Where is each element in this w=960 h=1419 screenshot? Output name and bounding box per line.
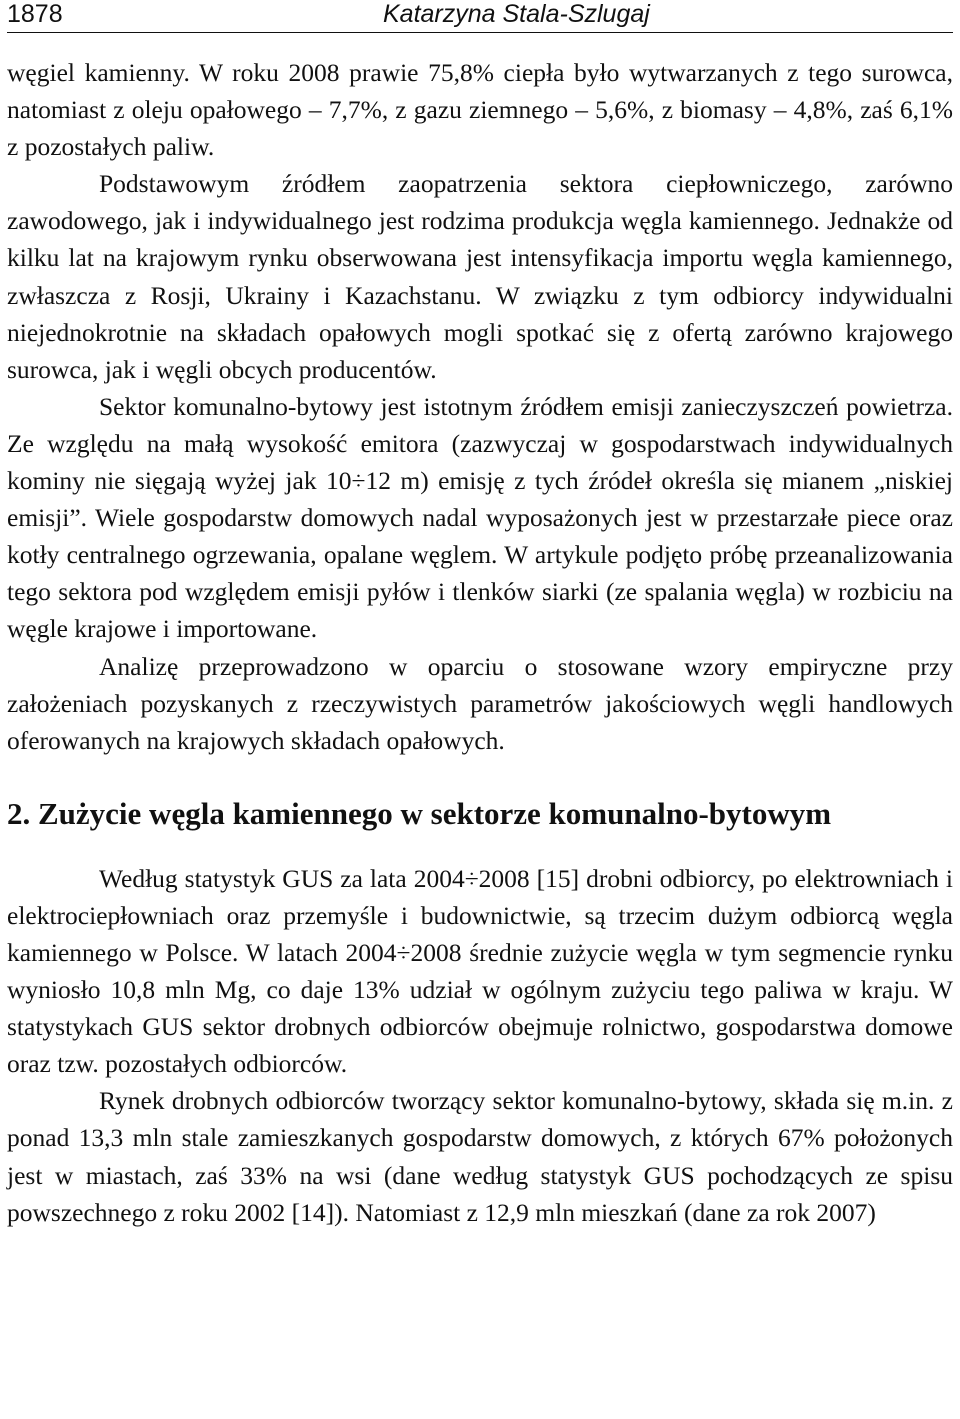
- paragraph-small-consumers-market: Rynek drobnych odbiorców tworzący sektor komunalno-bytowy, składa się m.in. z ponad 13,3 mln stale zamieszkanych gospodarstw domowych, z których 67% położonych jest w miastach, zaś 33% na wsi (dane według statystyk GUS pochodzących ze spisu powszechnego z roku 2002 [14]). Natomiast z 12,9 mln mieszkań (dane za rok 2007): [7, 1086, 953, 1227]
- paragraph-heat-supply: Podstawowym źródłem zaopatrzenia sektora ciepłowniczego, zarówno zawodowego, jak i indywidualnego jest rodzima produkcja węgla kamiennego. Jednakże od kilku lat na krajowym rynku obserwowana jest intensyfikacja importu węgla kamiennego, zwłaszcza z Rosji, Ukrainy i Kazachstanu. W związku z tym odbiorcy indywidualni niejednokrotnie na składach opałowych mogli spotkać się z ofertą zarówno krajowego surowca, jak i węgli obcych producentów.: [7, 169, 953, 384]
- running-header: [7, 0, 953, 33]
- paragraph-continuation: węgiel kamienny. W roku 2008 prawie 75,8% ciepła było wytwarzanych z tego surowca, natomiast z oleju opałowego – 7,7%, z gazu ziemnego – 5,6%, z biomasy – 4,8%, zaś 6,1% z pozostałych paliw.: [7, 58, 953, 162]
- page-number: 1878: [7, 0, 63, 28]
- paragraph-gus-statistics: Według statystyk GUS za lata 2004÷2008 [15] drobni odbiorcy, po elektrowniach i elektrociepłowniach oraz przemyśle i budownictwie, są trzecim dużym odbiorcą węgla kamiennego w Polsce. W latach 2004÷2008 średnie zużycie węgla w tym segmencie rynku wyniosło 10,8 mln Mg, co daje 13% udział w ogólnym zużyciu tego paliwa w kraju. W statystykach GUS sektor drobnych odbiorców obejmuje rolnictwo, gospodarstwa domowe oraz tzw. pozostałych odbiorców.: [7, 863, 953, 1079]
- section-heading: 2. Zużycie węgla kamiennego w sektorze komunalno-bytowym: [7, 795, 832, 831]
- paragraph-low-emission: Sektor komunalno-bytowy jest istotnym źródłem emisji zanieczyszczeń powietrza. Ze względu na małą wysokość emitora (zazwyczaj w gospodarstwach indywidualnych kominy nie sięgają wyżej jak 10÷12 m) emisję z tych źródeł określa się mianem „niskiej emisji”. Wiele gospodarstw domowych nadal wyposażonych jest w przestarzałe piece oraz kotły centralnego ogrzewania, opalane węglem. W artykule podjęto próbę przeanalizowania tego sektora pod względem emisji pyłów i tlenków siarki (ze spalania węgla) w rozbiciu na węgle krajowe i importowane.: [7, 391, 953, 644]
- paragraph-analysis-method: Analizę przeprowadzono w oparciu o stosowane wzory empiryczne przy założeniach pozyskanych z rzeczywistych parametrów jakościowych węgli handlowych oferowanych na krajowych składach opałowych.: [7, 651, 953, 755]
- running-header-author: Katarzyna Stala-Szlugaj: [383, 0, 650, 28]
- body-text: [7, 54, 953, 1231]
